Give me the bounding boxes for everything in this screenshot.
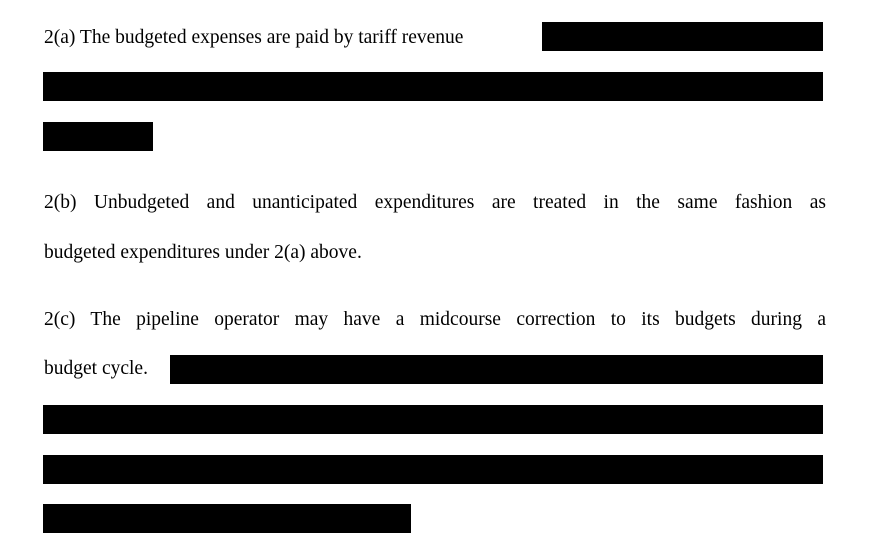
redaction-bar — [43, 72, 823, 101]
paragraph-2c-line-1: 2(c) The pipeline operator may have a midcourse correction to its budgets during a — [44, 309, 826, 330]
redaction-bar — [43, 504, 411, 533]
paragraph-2b-line-2: budgeted expenditures under 2(a) above. — [44, 242, 362, 263]
paragraph-2b-line-1: 2(b) Unbudgeted and unanticipated expenditures are treated in the same fashion as — [44, 192, 826, 213]
redaction-bar — [43, 405, 823, 434]
paragraph-2a-line-1: 2(a) The budgeted expenses are paid by tariff revenue — [44, 27, 464, 48]
redaction-bar — [542, 22, 823, 51]
redaction-bar — [43, 122, 153, 151]
redaction-bar — [43, 455, 823, 484]
paragraph-2c-line-2: budget cycle. — [44, 358, 148, 379]
redaction-bar — [170, 355, 823, 384]
